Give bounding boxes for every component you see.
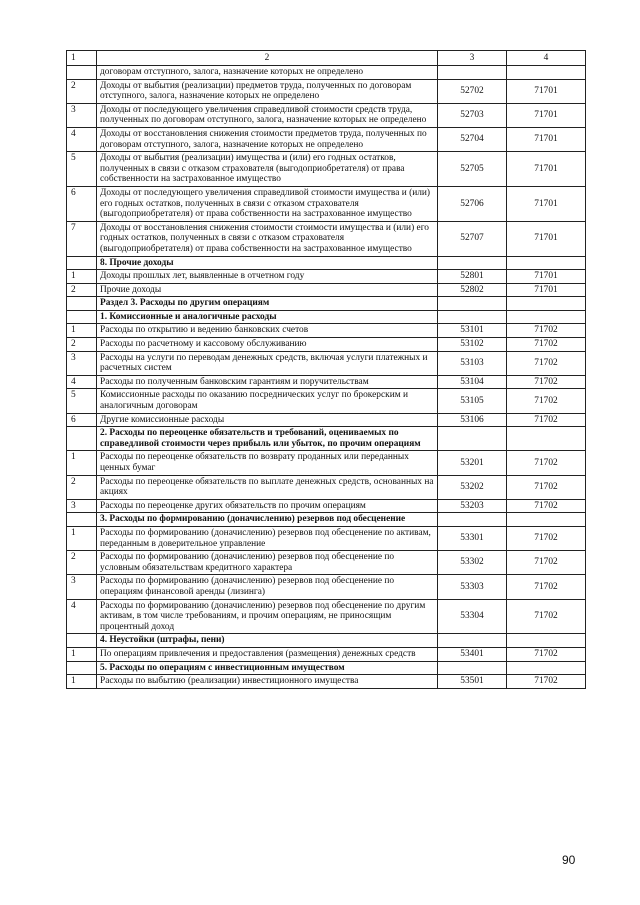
account-code bbox=[438, 634, 507, 648]
symbol-code: 71702 bbox=[507, 551, 586, 575]
row-number: 2 bbox=[67, 338, 97, 352]
row-number: 1 bbox=[67, 451, 97, 475]
symbol-code: 71701 bbox=[507, 127, 586, 151]
row-number: 1 bbox=[67, 270, 97, 284]
symbol-code: 71702 bbox=[507, 575, 586, 599]
account-code: 53401 bbox=[438, 647, 507, 661]
account-code: 53203 bbox=[438, 499, 507, 513]
section-heading: 8. Прочие доходы bbox=[97, 256, 438, 270]
symbol-code: 71701 bbox=[507, 79, 586, 103]
symbol-code: 71702 bbox=[507, 413, 586, 427]
table-row bbox=[67, 451, 586, 475]
row-description: По операциям привлечения и предоставления (размещения) денежных средств bbox=[97, 647, 438, 661]
symbol-code bbox=[507, 427, 586, 451]
symbol-code: 71702 bbox=[507, 599, 586, 634]
section-heading: 3. Расходы по формированию (доначислению) резервов под обесценение bbox=[97, 513, 438, 527]
row-number: 4 bbox=[67, 375, 97, 389]
table-row bbox=[67, 297, 586, 311]
table-row bbox=[67, 283, 586, 297]
row-number: 1 bbox=[67, 675, 97, 689]
header-col-4: 4 bbox=[507, 51, 586, 66]
account-code bbox=[438, 310, 507, 324]
account-code: 53104 bbox=[438, 375, 507, 389]
table-row bbox=[67, 661, 586, 675]
symbol-code: 71702 bbox=[507, 324, 586, 338]
row-description: Расходы по полученным банковским гарантиям и поручительствам bbox=[97, 375, 438, 389]
table-row bbox=[67, 186, 586, 221]
header-col-3: 3 bbox=[438, 51, 507, 66]
symbol-code: 71701 bbox=[507, 186, 586, 221]
row-description: Комиссионные расходы по оказанию посреднических услуг по брокерским и аналогичным договорам bbox=[97, 389, 438, 413]
section-heading: 2. Расходы по переоценке обязательств и требований, оцениваемых по справедливой стоимости через прибыль или убыток, по прочим операциям bbox=[97, 427, 438, 451]
table-row bbox=[67, 256, 586, 270]
symbol-code: 71701 bbox=[507, 270, 586, 284]
symbol-code: 71702 bbox=[507, 351, 586, 375]
row-description: Доходы от выбытия (реализации) предметов труда, полученных по договорам отступного, залога, назначение которых не определено bbox=[97, 79, 438, 103]
table-row bbox=[67, 575, 586, 599]
row-description: Доходы от восстановления снижения стоимости стоимости имущества и (или) его годных остатков, полученных в связи с отказом страхователя (выгодоприобретателя) от права собственности на застрахованное имущество bbox=[97, 221, 438, 256]
row-description: Расходы по переоценке обязательств по возврату проданных или переданных ценных бумаг bbox=[97, 451, 438, 475]
section-heading: 1. Комиссионные и аналогичные расходы bbox=[97, 310, 438, 324]
symbol-code: 71701 bbox=[507, 103, 586, 127]
account-code: 52703 bbox=[438, 103, 507, 127]
row-number: 6 bbox=[67, 413, 97, 427]
symbol-code bbox=[507, 634, 586, 648]
section-heading: Раздел 3. Расходы по другим операциям bbox=[97, 297, 438, 311]
table-row bbox=[67, 475, 586, 499]
header-col-2: 2 bbox=[97, 51, 438, 66]
table-row bbox=[67, 375, 586, 389]
row-number: 3 bbox=[67, 575, 97, 599]
account-code: 53102 bbox=[438, 338, 507, 352]
row-number: 6 bbox=[67, 186, 97, 221]
row-description: договорам отступного, залога, назначение которых не определено bbox=[97, 66, 438, 80]
symbol-code: 71701 bbox=[507, 152, 586, 187]
row-number bbox=[67, 66, 97, 80]
row-description: Расходы по формированию (доначислению) резервов под обесценение по условным обязательствам кредитного характера bbox=[97, 551, 438, 575]
table-row bbox=[67, 351, 586, 375]
symbol-code bbox=[507, 256, 586, 270]
row-number bbox=[67, 310, 97, 324]
row-number: 1 bbox=[67, 647, 97, 661]
row-number: 1 bbox=[67, 526, 97, 550]
symbol-code: 71702 bbox=[507, 526, 586, 550]
account-code: 52705 bbox=[438, 152, 507, 187]
account-code bbox=[438, 427, 507, 451]
row-number: 2 bbox=[67, 551, 97, 575]
account-code: 52704 bbox=[438, 127, 507, 151]
account-code: 53101 bbox=[438, 324, 507, 338]
table-row bbox=[67, 675, 586, 689]
symbol-code bbox=[507, 513, 586, 527]
account-code: 52706 bbox=[438, 186, 507, 221]
table-row bbox=[67, 310, 586, 324]
symbol-code bbox=[507, 661, 586, 675]
account-code bbox=[438, 297, 507, 311]
account-code bbox=[438, 661, 507, 675]
account-code: 53202 bbox=[438, 475, 507, 499]
row-description: Доходы от восстановления снижения стоимости предметов труда, полученных по договорам отступного, залога, назначение которых не определено bbox=[97, 127, 438, 151]
row-description: Расходы по переоценке обязательств по выплате денежных средств, основанных на акциях bbox=[97, 475, 438, 499]
symbol-code bbox=[507, 310, 586, 324]
row-number: 2 bbox=[67, 475, 97, 499]
table-row bbox=[67, 526, 586, 550]
account-code: 53501 bbox=[438, 675, 507, 689]
header-col-1: 1 bbox=[67, 51, 97, 66]
row-number bbox=[67, 256, 97, 270]
table-row bbox=[67, 499, 586, 513]
row-number: 5 bbox=[67, 152, 97, 187]
row-description: Расходы по формированию (доначислению) резервов под обесценение по операциям финансовой аренды (лизинга) bbox=[97, 575, 438, 599]
account-code: 52702 bbox=[438, 79, 507, 103]
symbol-code: 71702 bbox=[507, 675, 586, 689]
row-description: Другие комиссионные расходы bbox=[97, 413, 438, 427]
symbol-code: 71702 bbox=[507, 451, 586, 475]
symbol-code: 71702 bbox=[507, 389, 586, 413]
row-description: Доходы от последующего увеличения справедливой стоимости средств труда, полученных по договорам отступного, залога, назначение которых не определено bbox=[97, 103, 438, 127]
table-row bbox=[67, 634, 586, 648]
table-row bbox=[67, 324, 586, 338]
table-row bbox=[67, 338, 586, 352]
row-description: Расходы по формированию (доначислению) резервов под обесценение по другим активам, в том числе требованиям, и прочим операциям, не приносящим процентный доход bbox=[97, 599, 438, 634]
table-row bbox=[67, 427, 586, 451]
symbol-code: 71701 bbox=[507, 221, 586, 256]
row-description: Расходы по формированию (доначислению) резервов под обесценение по активам, переданным в доверительное управление bbox=[97, 526, 438, 550]
row-number: 4 bbox=[67, 127, 97, 151]
account-code: 53201 bbox=[438, 451, 507, 475]
page-number: 90 bbox=[562, 853, 576, 867]
table-row bbox=[67, 103, 586, 127]
row-number: 7 bbox=[67, 221, 97, 256]
row-description: Доходы прошлых лет, выявленные в отчетном году bbox=[97, 270, 438, 284]
row-number: 5 bbox=[67, 389, 97, 413]
account-code: 53106 bbox=[438, 413, 507, 427]
symbol-code bbox=[507, 297, 586, 311]
symbol-code: 71702 bbox=[507, 375, 586, 389]
account-code bbox=[438, 513, 507, 527]
account-code: 53302 bbox=[438, 551, 507, 575]
row-number: 3 bbox=[67, 351, 97, 375]
symbol-code: 71702 bbox=[507, 499, 586, 513]
row-description: Доходы от последующего увеличения справедливой стоимости имущества и (или) его годных остатков, полученных в связи с отказом страхователя (выгодоприобретателя) от права собственности на застрахованное имущество bbox=[97, 186, 438, 221]
account-code: 52707 bbox=[438, 221, 507, 256]
table-row bbox=[67, 513, 586, 527]
accounts-table bbox=[66, 50, 586, 689]
account-code bbox=[438, 66, 507, 80]
row-description: Расходы по переоценке других обязательств по прочим операциям bbox=[97, 499, 438, 513]
table-row bbox=[67, 551, 586, 575]
table-row bbox=[67, 599, 586, 634]
row-number: 4 bbox=[67, 599, 97, 634]
symbol-code bbox=[507, 66, 586, 80]
symbol-code: 71702 bbox=[507, 475, 586, 499]
symbol-code: 71701 bbox=[507, 283, 586, 297]
row-number bbox=[67, 427, 97, 451]
account-code bbox=[438, 256, 507, 270]
row-description: Расходы по выбытию (реализации) инвестиционного имущества bbox=[97, 675, 438, 689]
row-number bbox=[67, 297, 97, 311]
table-row bbox=[67, 270, 586, 284]
symbol-code: 71702 bbox=[507, 338, 586, 352]
table-row bbox=[67, 152, 586, 187]
account-code: 53301 bbox=[438, 526, 507, 550]
section-heading: 5. Расходы по операциям с инвестиционным имуществом bbox=[97, 661, 438, 675]
row-number: 2 bbox=[67, 79, 97, 103]
row-number bbox=[67, 634, 97, 648]
row-description: Расходы по открытию и ведению банковских счетов bbox=[97, 324, 438, 338]
symbol-code: 71702 bbox=[507, 647, 586, 661]
table-row bbox=[67, 66, 586, 80]
section-heading: 4. Неустойки (штрафы, пени) bbox=[97, 634, 438, 648]
row-description: Прочие доходы bbox=[97, 283, 438, 297]
table-row bbox=[67, 221, 586, 256]
row-number: 1 bbox=[67, 324, 97, 338]
row-description: Расходы по расчетному и кассовому обслуживанию bbox=[97, 338, 438, 352]
row-number bbox=[67, 513, 97, 527]
table-row bbox=[67, 389, 586, 413]
row-description: Доходы от выбытия (реализации) имущества и (или) его годных остатков, полученных в связи с отказом страхователя (выгодоприобретателя) от права собственности на застрахованное имущество bbox=[97, 152, 438, 187]
row-description: Расходы на услуги по переводам денежных средств, включая услуги платежных и расчетных систем bbox=[97, 351, 438, 375]
account-code: 53105 bbox=[438, 389, 507, 413]
table-row bbox=[67, 647, 586, 661]
document-page bbox=[66, 50, 586, 689]
account-code: 52801 bbox=[438, 270, 507, 284]
account-code: 53304 bbox=[438, 599, 507, 634]
account-code: 52802 bbox=[438, 283, 507, 297]
table-row bbox=[67, 79, 586, 103]
table-row bbox=[67, 413, 586, 427]
account-code: 53103 bbox=[438, 351, 507, 375]
table-header-row bbox=[67, 51, 586, 66]
row-number: 2 bbox=[67, 283, 97, 297]
table-row bbox=[67, 127, 586, 151]
row-number: 3 bbox=[67, 499, 97, 513]
account-code: 53303 bbox=[438, 575, 507, 599]
row-number: 3 bbox=[67, 103, 97, 127]
row-number bbox=[67, 661, 97, 675]
